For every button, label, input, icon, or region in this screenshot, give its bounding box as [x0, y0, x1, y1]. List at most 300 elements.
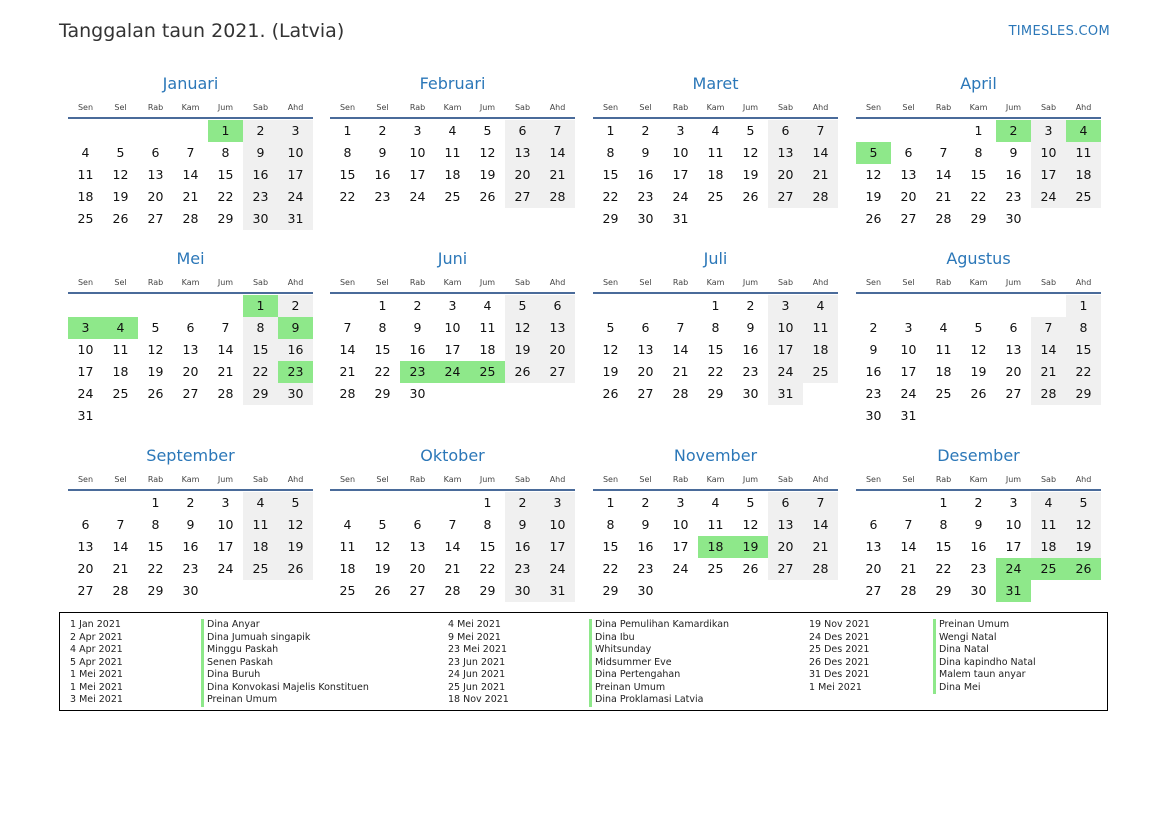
- day-cell: 22: [147, 561, 164, 576]
- day-cell: 13: [409, 539, 426, 554]
- empty-cell: [103, 120, 138, 142]
- day-cell: 30: [742, 386, 759, 401]
- day-cell: 1: [1066, 295, 1101, 317]
- day-cell: 26: [112, 211, 129, 226]
- legend-holiday-name: Dina Natal: [933, 644, 1036, 657]
- weekday-name: Kam: [969, 475, 988, 484]
- header-rule: [856, 117, 1101, 119]
- day-cell: 5: [746, 495, 755, 510]
- empty-cell: [208, 295, 243, 317]
- weekday-name: Ahd: [1075, 475, 1092, 484]
- day-cell: 24: [409, 189, 426, 204]
- day-cell: 3: [221, 495, 230, 510]
- day-cell: 9: [641, 517, 650, 532]
- day-cell: 22: [217, 189, 234, 204]
- weekday-name: Kam: [443, 103, 462, 112]
- day-cell: 27: [147, 211, 164, 226]
- weekday-name: Sab: [1040, 475, 1057, 484]
- holiday-cell: 5: [856, 142, 891, 164]
- day-cell: 31: [278, 208, 313, 230]
- holiday-cell: 4: [1066, 120, 1101, 142]
- day-cell: 30: [182, 583, 199, 598]
- day-cell: 13: [1005, 342, 1022, 357]
- day-cell: 19: [970, 364, 987, 379]
- day-cell: 28: [540, 186, 575, 208]
- month-juli: [593, 248, 838, 405]
- legend-date: 4 Mei 2021: [448, 619, 501, 630]
- empty-cell: [891, 295, 926, 317]
- day-cell: 10: [217, 517, 234, 532]
- day-cell: 10: [672, 517, 689, 532]
- day-cell: 5: [746, 123, 755, 138]
- day-cell: 28: [803, 186, 838, 208]
- day-cell: 3: [768, 295, 803, 317]
- day-cell: 30: [505, 580, 540, 602]
- day-cell: 13: [540, 317, 575, 339]
- day-cell: 19: [865, 189, 882, 204]
- day-cell: 3: [904, 320, 913, 335]
- day-cell: 14: [803, 514, 838, 536]
- day-cell: 6: [81, 517, 90, 532]
- weekday-name: Sel: [639, 475, 652, 484]
- day-cell: 9: [641, 145, 650, 160]
- day-cell: 28: [935, 211, 952, 226]
- day-cell: 22: [243, 361, 278, 383]
- month-name: September: [146, 446, 235, 465]
- holiday-cell: 24: [996, 558, 1031, 580]
- day-cell: 26: [505, 361, 540, 383]
- day-cell: 19: [112, 189, 129, 204]
- day-cell: 18: [803, 339, 838, 361]
- day-cell: 16: [409, 342, 426, 357]
- day-cell: 16: [505, 536, 540, 558]
- day-cell: 12: [1066, 514, 1101, 536]
- day-cell: 12: [147, 342, 164, 357]
- day-cell: 2: [641, 123, 650, 138]
- day-cell: 15: [243, 339, 278, 361]
- day-cell: 17: [1005, 539, 1022, 554]
- day-cell: 15: [374, 342, 391, 357]
- day-grid: [330, 492, 575, 602]
- header-rule: [593, 292, 838, 294]
- day-cell: 21: [900, 561, 917, 576]
- day-cell: 14: [339, 342, 356, 357]
- day-cell: 10: [77, 342, 94, 357]
- header-rule: [330, 117, 575, 119]
- day-cell: 5: [116, 145, 125, 160]
- day-cell: 28: [444, 583, 461, 598]
- day-cell: 14: [182, 167, 199, 182]
- day-cell: 4: [939, 320, 948, 335]
- legend-date: 25 Jun 2021: [448, 681, 506, 693]
- empty-cell: [68, 120, 103, 142]
- day-cell: 1: [606, 123, 615, 138]
- day-cell: 5: [378, 517, 387, 532]
- weekday-name: Kam: [969, 103, 988, 112]
- day-cell: 10: [278, 142, 313, 164]
- weekday-name: Jum: [742, 475, 759, 484]
- weekday-name: Ahd: [812, 278, 829, 287]
- weekday-name: Sen: [77, 103, 94, 112]
- day-cell: 3: [540, 492, 575, 514]
- day-cell: 12: [742, 517, 759, 532]
- weekday-name: Jum: [1005, 103, 1022, 112]
- day-cell: 14: [900, 539, 917, 554]
- day-cell: 24: [1031, 186, 1066, 208]
- day-cell: 17: [672, 539, 689, 554]
- weekday-name: Ahd: [287, 475, 304, 484]
- header-rule: [68, 489, 313, 491]
- day-cell: 2: [413, 298, 422, 313]
- day-cell: 8: [1066, 317, 1101, 339]
- day-cell: 5: [278, 492, 313, 514]
- weekday-name: Kam: [706, 278, 725, 287]
- day-cell: 14: [217, 342, 234, 357]
- day-cell: 27: [1005, 386, 1022, 401]
- empty-cell: [628, 295, 663, 317]
- weekday-name: Ahd: [1075, 103, 1092, 112]
- empty-cell: [891, 492, 926, 514]
- weekday-name: Jum: [1005, 475, 1022, 484]
- weekday-name: Jum: [479, 475, 496, 484]
- legend-date-column: [809, 619, 870, 694]
- day-cell: 22: [970, 189, 987, 204]
- day-cell: 17: [540, 536, 575, 558]
- day-cell: 3: [1031, 120, 1066, 142]
- day-cell: 16: [865, 364, 882, 379]
- day-cell: 31: [77, 408, 94, 423]
- day-cell: 2: [869, 320, 878, 335]
- day-cell: 27: [505, 186, 540, 208]
- weekday-header: [330, 274, 575, 292]
- day-cell: 4: [343, 517, 352, 532]
- day-cell: 20: [1005, 364, 1022, 379]
- day-cell: 11: [339, 539, 356, 554]
- day-cell: 25: [1066, 186, 1101, 208]
- day-cell: 8: [151, 517, 160, 532]
- day-cell: 9: [974, 517, 983, 532]
- day-cell: 10: [672, 145, 689, 160]
- day-cell: 27: [409, 583, 426, 598]
- weekday-name: Rab: [147, 475, 164, 484]
- day-cell: 1: [151, 495, 160, 510]
- day-cell: 25: [77, 211, 94, 226]
- weekday-name: Sel: [376, 475, 389, 484]
- weekday-header: [68, 99, 313, 117]
- day-cell: 22: [339, 189, 356, 204]
- month-name: Januari: [162, 74, 219, 93]
- day-cell: 25: [707, 189, 724, 204]
- day-grid: [856, 295, 1101, 427]
- legend-date-column: [448, 619, 509, 707]
- empty-cell: [330, 295, 365, 317]
- day-cell: 26: [602, 386, 619, 401]
- weekday-name: Sab: [777, 278, 794, 287]
- day-cell: 14: [540, 142, 575, 164]
- day-cell: 15: [1066, 339, 1101, 361]
- day-cell: 16: [970, 539, 987, 554]
- day-cell: 2: [243, 120, 278, 142]
- day-cell: 9: [746, 320, 755, 335]
- day-cell: 28: [900, 583, 917, 598]
- day-cell: 30: [243, 208, 278, 230]
- empty-cell: [663, 295, 698, 317]
- day-cell: 22: [602, 189, 619, 204]
- weekday-header: [856, 99, 1101, 117]
- day-cell: 20: [505, 164, 540, 186]
- day-cell: 7: [186, 145, 195, 160]
- day-cell: 16: [278, 339, 313, 361]
- day-cell: 15: [217, 167, 234, 182]
- day-cell: 17: [1031, 164, 1066, 186]
- weekday-name: Kam: [443, 278, 462, 287]
- day-cell: 3: [1009, 495, 1018, 510]
- day-cell: 14: [935, 167, 952, 182]
- day-cell: 26: [147, 386, 164, 401]
- day-cell: 28: [339, 386, 356, 401]
- month-juni: [330, 248, 575, 405]
- day-cell: 12: [970, 342, 987, 357]
- legend-holiday-name: Dina kapindho Natal: [933, 657, 1036, 670]
- header-rule: [330, 292, 575, 294]
- day-cell: 26: [742, 561, 759, 576]
- day-cell: 2: [186, 495, 195, 510]
- day-cell: 18: [339, 561, 356, 576]
- legend-date: 18 Nov 2021: [448, 694, 509, 705]
- weekday-name: Rab: [147, 278, 164, 287]
- day-cell: 6: [151, 145, 160, 160]
- day-cell: 24: [540, 558, 575, 580]
- day-cell: 29: [217, 211, 234, 226]
- day-cell: 30: [278, 383, 313, 405]
- empty-cell: [1031, 295, 1066, 317]
- legend-date: 31 Des 2021: [809, 669, 870, 680]
- day-cell: 26: [865, 211, 882, 226]
- day-cell: 3: [413, 123, 422, 138]
- month-name: Juli: [703, 249, 728, 268]
- day-grid: [856, 120, 1101, 230]
- day-cell: 15: [479, 539, 496, 554]
- month-februari: [330, 73, 575, 208]
- day-cell: 21: [803, 536, 838, 558]
- weekday-name: Rab: [147, 103, 164, 112]
- day-cell: 23: [742, 364, 759, 379]
- day-cell: 30: [637, 211, 654, 226]
- day-cell: 31: [768, 383, 803, 405]
- day-cell: 16: [742, 342, 759, 357]
- day-grid: [68, 295, 313, 427]
- month-name: Mei: [176, 249, 205, 268]
- day-cell: 12: [865, 167, 882, 182]
- legend-date: 1 Jan 2021: [70, 619, 121, 630]
- day-cell: 17: [217, 539, 234, 554]
- day-cell: 21: [182, 189, 199, 204]
- day-cell: 7: [540, 120, 575, 142]
- legend-holiday-name: Malem taun anyar: [933, 669, 1036, 682]
- holiday-cell: 1: [208, 120, 243, 142]
- day-cell: 19: [602, 364, 619, 379]
- weekday-header: [68, 274, 313, 292]
- holiday-cell: 25: [1031, 558, 1066, 580]
- day-cell: 29: [374, 386, 391, 401]
- day-cell: 8: [606, 145, 615, 160]
- day-cell: 20: [900, 189, 917, 204]
- day-cell: 13: [505, 142, 540, 164]
- weekday-name: Sen: [865, 103, 882, 112]
- day-cell: 27: [77, 583, 94, 598]
- day-cell: 3: [448, 298, 457, 313]
- day-cell: 23: [182, 561, 199, 576]
- day-cell: 28: [217, 386, 234, 401]
- day-cell: 27: [637, 386, 654, 401]
- day-cell: 13: [637, 342, 654, 357]
- day-cell: 30: [865, 408, 882, 423]
- day-cell: 8: [939, 517, 948, 532]
- day-cell: 31: [540, 580, 575, 602]
- day-cell: 22: [602, 561, 619, 576]
- day-cell: 28: [803, 558, 838, 580]
- day-cell: 12: [112, 167, 129, 182]
- weekday-name: Sen: [77, 475, 94, 484]
- day-cell: 4: [81, 145, 90, 160]
- day-cell: 10: [1005, 517, 1022, 532]
- day-cell: 13: [900, 167, 917, 182]
- weekday-header: [593, 99, 838, 117]
- weekday-name: Kam: [181, 278, 200, 287]
- day-cell: 4: [1031, 492, 1066, 514]
- weekday-name: Ahd: [287, 103, 304, 112]
- weekday-name: Sab: [1040, 278, 1057, 287]
- weekday-name: Ahd: [812, 103, 829, 112]
- day-cell: 23: [970, 561, 987, 576]
- day-cell: 24: [672, 561, 689, 576]
- legend-holiday-name: Preinan Umum: [589, 682, 729, 695]
- day-cell: 28: [1031, 383, 1066, 405]
- weekday-name: Ahd: [812, 475, 829, 484]
- header-rule: [593, 117, 838, 119]
- legend-date: 1 Mei 2021: [70, 669, 123, 680]
- day-cell: 2: [505, 492, 540, 514]
- day-cell: 11: [444, 145, 461, 160]
- empty-cell: [926, 295, 961, 317]
- weekday-name: Sen: [602, 278, 619, 287]
- day-cell: 4: [243, 492, 278, 514]
- weekday-name: Jum: [217, 278, 234, 287]
- day-cell: 18: [935, 364, 952, 379]
- day-cell: 7: [676, 320, 685, 335]
- weekday-name: Jum: [479, 278, 496, 287]
- day-cell: 29: [147, 583, 164, 598]
- holiday-legend: [59, 612, 1108, 711]
- day-cell: 11: [1066, 142, 1101, 164]
- legend-date: 2 Apr 2021: [70, 631, 123, 643]
- legend-name-column: [589, 619, 729, 707]
- empty-cell: [68, 492, 103, 514]
- weekday-name: Sab: [514, 475, 531, 484]
- day-cell: 23: [243, 186, 278, 208]
- day-cell: 17: [278, 164, 313, 186]
- day-cell: 17: [900, 364, 917, 379]
- day-cell: 8: [243, 317, 278, 339]
- legend-date: 3 Mei 2021: [70, 694, 123, 705]
- weekday-header: [856, 471, 1101, 489]
- legend-name-column: [201, 619, 369, 707]
- weekday-name: Sen: [865, 475, 882, 484]
- day-cell: 26: [970, 386, 987, 401]
- day-cell: 24: [278, 186, 313, 208]
- day-cell: 7: [803, 120, 838, 142]
- day-cell: 13: [182, 342, 199, 357]
- weekday-name: Rab: [672, 278, 689, 287]
- day-cell: 2: [278, 295, 313, 317]
- empty-cell: [891, 120, 926, 142]
- legend-holiday-name: Dina Buruh: [201, 669, 369, 682]
- weekday-name: Ahd: [549, 475, 566, 484]
- day-cell: 8: [974, 145, 983, 160]
- day-cell: 29: [707, 386, 724, 401]
- day-cell: 8: [378, 320, 387, 335]
- day-cell: 15: [602, 539, 619, 554]
- day-cell: 7: [1031, 317, 1066, 339]
- weekday-name: Ahd: [549, 103, 566, 112]
- day-cell: 18: [243, 536, 278, 558]
- day-cell: 16: [637, 539, 654, 554]
- day-cell: 21: [339, 364, 356, 379]
- empty-cell: [926, 120, 961, 142]
- legend-holiday-name: Midsummer Eve: [589, 657, 729, 670]
- legend-date: 4 Apr 2021: [70, 644, 123, 655]
- header-rule: [593, 489, 838, 491]
- weekday-name: Kam: [706, 475, 725, 484]
- day-cell: 10: [900, 342, 917, 357]
- weekday-name: Kam: [443, 475, 462, 484]
- day-cell: 8: [711, 320, 720, 335]
- month-september: [68, 445, 313, 602]
- day-cell: 1: [939, 495, 948, 510]
- weekday-name: Sab: [777, 475, 794, 484]
- day-cell: 10: [1031, 142, 1066, 164]
- day-cell: 28: [112, 583, 129, 598]
- weekday-name: Sen: [602, 475, 619, 484]
- holiday-cell: 23: [400, 361, 435, 383]
- day-grid: [856, 492, 1101, 602]
- holiday-cell: 18: [698, 536, 733, 558]
- weekday-name: Rab: [935, 475, 952, 484]
- holiday-cell: 2: [996, 120, 1031, 142]
- empty-cell: [435, 492, 470, 514]
- day-cell: 6: [768, 492, 803, 514]
- day-cell: 19: [505, 339, 540, 361]
- day-cell: 3: [676, 495, 685, 510]
- legend-holiday-name: Preinan Umum: [201, 694, 369, 707]
- legend-date: 23 Jun 2021: [448, 656, 506, 668]
- legend-date: 1 Mei 2021: [809, 681, 862, 693]
- day-cell: 9: [505, 514, 540, 536]
- day-cell: 5: [974, 320, 983, 335]
- day-cell: 5: [483, 123, 492, 138]
- weekday-name: Sel: [114, 103, 127, 112]
- month-name: November: [673, 446, 758, 465]
- day-cell: 10: [768, 317, 803, 339]
- weekday-name: Kam: [706, 103, 725, 112]
- weekday-name: Kam: [969, 278, 988, 287]
- month-maret: [593, 73, 838, 230]
- legend-date: 24 Des 2021: [809, 631, 870, 643]
- day-grid: [593, 295, 838, 405]
- site-link[interactable]: TIMESLES.COM: [1008, 24, 1110, 39]
- day-cell: 11: [243, 514, 278, 536]
- day-cell: 11: [479, 320, 496, 335]
